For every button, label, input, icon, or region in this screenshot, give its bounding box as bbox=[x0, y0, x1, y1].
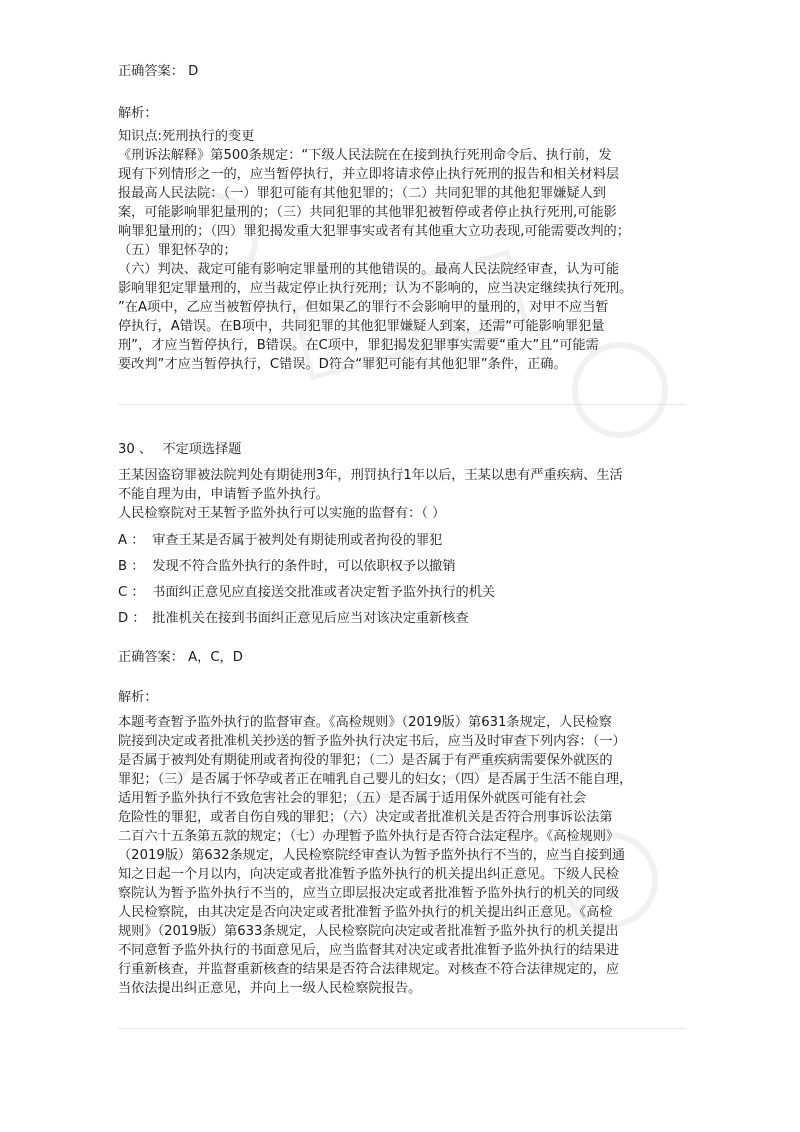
q29-analysis-line: （五）罪犯怀孕的； bbox=[118, 243, 237, 258]
divider bbox=[118, 404, 686, 405]
option-c[interactable] bbox=[118, 583, 686, 609]
q30-answer-label: 正确答案： bbox=[118, 650, 184, 665]
q30-analysis-line: 当依法提出纠正意见，并向上一级人民检察院报告。 bbox=[118, 981, 422, 996]
q29-analysis-line: 要改判”才应当暂停执行，C错误。D符合“罪犯可能有其他犯罪”条件，正确。 bbox=[118, 357, 567, 372]
q30-analysis-line: 罪犯；（三）是否属于怀孕或者正在哺乳自己婴儿的妇女；（四）是否属于生活不能自理， bbox=[118, 772, 633, 787]
q30-stem-line: 不能自理为由，申请暂予监外执行。 bbox=[118, 487, 329, 502]
q30-analysis-block bbox=[118, 688, 686, 998]
option-key: C ： bbox=[118, 585, 145, 600]
option-text: 审查王某是否属于被判处有期徒刑或者拘役的罪犯 bbox=[152, 533, 443, 548]
q30-type: 不定项选择题 bbox=[162, 442, 242, 457]
q30-analysis-line: 规则》（2019版）第633条规定，人民检察院向决定或者批准暂予监外执行的机关提出 bbox=[118, 924, 619, 939]
q29-analysis-line: 报最高人民法院：（一）罪犯可能有其他犯罪的；（二）共同犯罪的其他犯罪嫌疑人到 bbox=[118, 186, 606, 201]
q29-analysis-line: ”在A项中，乙应当被暂停执行，但如果乙的罪行不会影响甲的量刑的，对甲不应当暂 bbox=[118, 300, 609, 315]
q30-analysis-line: 是否属于被判处有期徒刑或者拘役的罪犯；（二）是否属于有严重疾病需要保外就医的 bbox=[118, 753, 613, 768]
q30-analysis-line: 二百六十五条第五款的规定；（七）办理暂予监外执行是否符合法定程序。《高检规则》 bbox=[118, 829, 620, 844]
option-b[interactable] bbox=[118, 557, 686, 583]
q30-stem-line: 王某因盗窃罪被法院判处有期徒刑3年，刑罚执行1年以后，王某以患有严重疾病、生活 bbox=[118, 468, 623, 483]
q30-number: 30 、 bbox=[118, 442, 153, 457]
option-text: 批准机关在接到书面纠正意见后应当对该决定重新核查 bbox=[152, 611, 469, 626]
q30-answer-line bbox=[118, 648, 686, 667]
option-d[interactable] bbox=[118, 609, 686, 635]
q29-analysis-line: 《刑诉法解释》第500条规定：“下级人民法院在在接到执行死刑命令后、执行前，发 bbox=[118, 148, 612, 163]
q29-analysis-line: 影响罪犯定罪量刑的，应当裁定停止执行死刑；认为不影响的，应当决定继续执行死刑。 bbox=[118, 281, 633, 296]
q30-answer-block bbox=[118, 648, 686, 667]
q30-analysis-line: 危险性的罪犯，或者自伤自残的罪犯；（六）决定或者批准机关是否符合刑事诉讼法第 bbox=[118, 810, 613, 825]
q30-analysis-line: 本题考查暂予监外执行的监督审查。《高检规则》（2019版）第631条规定，人民检察 bbox=[118, 715, 612, 730]
q29-analysis-line: 案，可能影响罪犯量刑的；（三）共同犯罪的其他罪犯被暂停或者停止执行死刑,可能影 bbox=[118, 205, 617, 220]
divider bbox=[118, 1028, 686, 1029]
q29-answer-label: 正确答案： bbox=[118, 64, 184, 79]
option-key: A ： bbox=[118, 533, 145, 548]
q29-answer-line bbox=[118, 62, 686, 81]
q29-analysis-line: （六）判决、裁定可能有影响定罪量刑的其他错误的。最高人民法院经审查，认为可能 bbox=[118, 262, 620, 277]
q30-analysis-line: 知之日起一个月以内，向决定或者批准暂予监外执行的机关提出纠正意见。下级人民检 bbox=[118, 867, 620, 882]
q29-analysis-line: 知识点:死刑执行的变更 bbox=[118, 129, 255, 144]
option-text: 发现不符合监外执行的条件时，可以依职权予以撤销 bbox=[152, 559, 456, 574]
q29-analysis-line: 现有下列情形之一的，应当暂停执行，并立即将请求停止执行死刑的报告和相关材料层 bbox=[118, 167, 620, 182]
q30-analysis-line: 察院认为暂予监外执行不当的，应当立即层报决定或者批准暂予监外执行的机关的同级 bbox=[118, 886, 620, 901]
option-text: 书面纠正意见应直接送交批准或者决定暂予监外执行的机关 bbox=[152, 585, 496, 600]
q30-analysis-line: 行重新核查，并监督重新核查的结果是否符合法律规定。对核查不符合法律规定的，应 bbox=[118, 962, 620, 977]
q30-analysis-label: 解析： bbox=[118, 690, 158, 705]
q29-answer-block bbox=[118, 62, 686, 81]
option-key: B ： bbox=[118, 559, 145, 574]
option-a[interactable] bbox=[118, 531, 686, 557]
q30-header bbox=[118, 440, 686, 459]
q29-analysis-block bbox=[118, 104, 686, 374]
q30-options bbox=[118, 531, 686, 635]
q30-title bbox=[118, 440, 686, 459]
option-key: D ： bbox=[118, 611, 146, 626]
q30-analysis-line: 不同意暂予监外执行的书面意见后，应当监督其对决定或者批准暂予监外执行的结果进 bbox=[118, 943, 620, 958]
q30-analysis-line: 院接到决定或者批准机关抄送的暂予监外执行决定书后，应当及时审查下列内容：（一） bbox=[118, 734, 626, 749]
q29-analysis-line: 刑”，才应当暂停执行，B错误。在C项中，罪犯揭发犯罪事实需要“重大”且“可能需 bbox=[118, 338, 599, 353]
q30-answer-value: A，C，D bbox=[188, 650, 243, 665]
q30-stem bbox=[118, 466, 686, 523]
q29-answer-value: D bbox=[188, 64, 199, 79]
q30-stem-line: 人民检察院对王某暂予监外执行可以实施的监督有：（ ） bbox=[118, 506, 446, 521]
q30-analysis-line: （2019版）第632条规定，人民检察院经审查认为暂予监外执行不当的，应当自接到通 bbox=[118, 848, 626, 863]
q29-analysis-label: 解析： bbox=[118, 106, 158, 121]
q30-analysis-line: 人民检察院，由其决定是否向决定或者批准暂予监外执行的机关提出纠正意见。《高检 bbox=[118, 905, 613, 920]
q29-analysis-line: 响罪犯量刑的；（四）罪犯揭发重大犯罪事实或者有其他重大立功表现,可能需要改判的； bbox=[118, 224, 630, 239]
q30-analysis-line: 适用暂予监外执行不致危害社会的罪犯；（五）是否属于适用保外就医可能有社会 bbox=[118, 791, 587, 806]
q29-analysis-line: 停执行，A错误。在B项中，共同犯罪的其他犯罪嫌疑人到案，还需“可能影响罪犯量 bbox=[118, 319, 605, 334]
